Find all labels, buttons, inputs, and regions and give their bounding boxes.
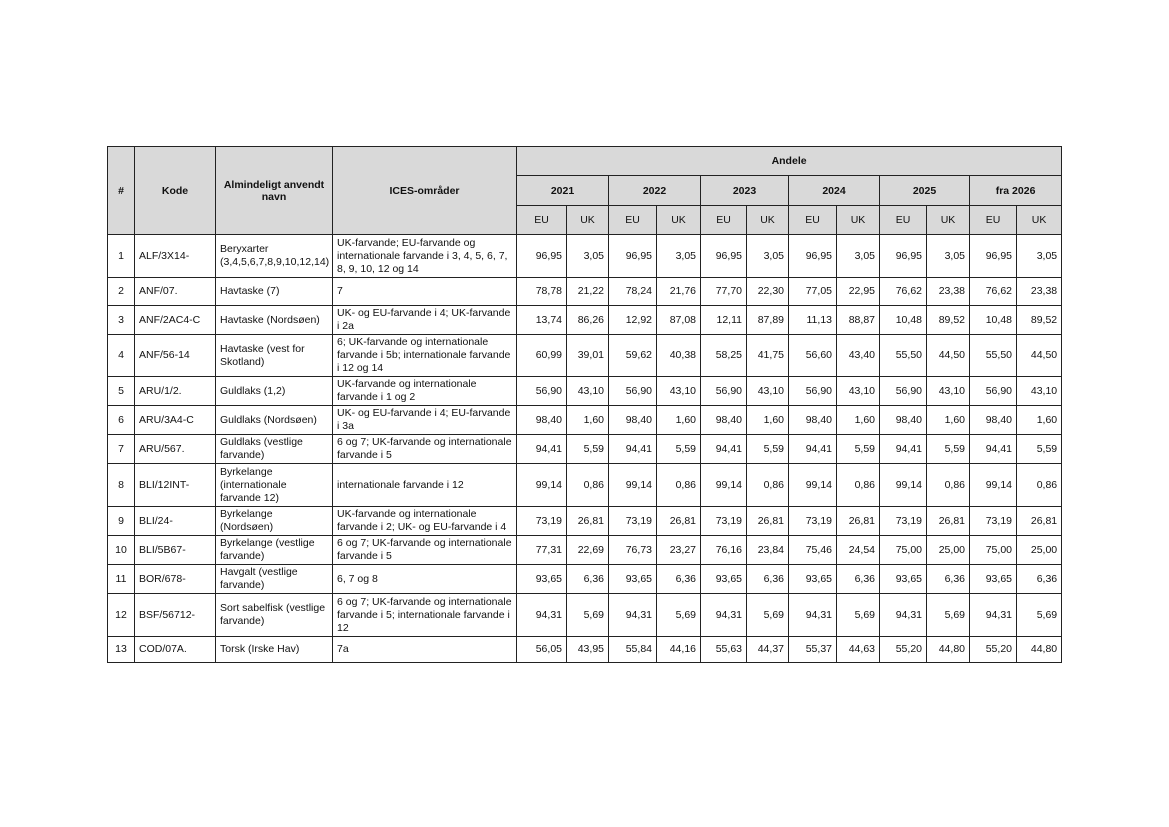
uk-share: 44,63: [837, 637, 880, 663]
common-name: Byrkelange (internationale farvande 12): [216, 464, 333, 507]
eu-share: 11,13: [789, 306, 837, 335]
uk-share: 0,86: [1017, 464, 1062, 507]
uk-share: 25,00: [927, 536, 970, 565]
ices-areas: UK-farvande og internationale farvande i 1 og 2: [333, 377, 517, 406]
row-number: 2: [108, 278, 135, 306]
eu-share: 94,41: [517, 435, 567, 464]
uk-share: 87,08: [657, 306, 701, 335]
uk-share: 0,86: [837, 464, 880, 507]
eu-share: 73,19: [609, 507, 657, 536]
eu-share: 56,90: [970, 377, 1017, 406]
eu-share: 55,20: [970, 637, 1017, 663]
eu-share: 76,62: [880, 278, 927, 306]
uk-share: 26,81: [747, 507, 789, 536]
uk-share: 23,38: [927, 278, 970, 306]
uk-share: 43,10: [1017, 377, 1062, 406]
eu-share: 75,46: [789, 536, 837, 565]
eu-share: 77,70: [701, 278, 747, 306]
table-row: [108, 565, 1062, 594]
uk-share: 3,05: [657, 235, 701, 278]
row-number: 10: [108, 536, 135, 565]
uk-share: 26,81: [657, 507, 701, 536]
eu-share: 98,40: [701, 406, 747, 435]
uk-share: 3,05: [1017, 235, 1062, 278]
header-eu: EU: [517, 206, 567, 235]
eu-share: 10,48: [880, 306, 927, 335]
common-name: Torsk (Irske Hav): [216, 637, 333, 663]
uk-share: 6,36: [927, 565, 970, 594]
eu-share: 56,90: [789, 377, 837, 406]
header-uk: UK: [747, 206, 789, 235]
eu-share: 96,95: [880, 235, 927, 278]
common-name: Sort sabelfisk (vestlige farvande): [216, 594, 333, 637]
uk-share: 6,36: [747, 565, 789, 594]
eu-share: 99,14: [517, 464, 567, 507]
header-shares: Andele: [517, 147, 1062, 176]
table-row: [108, 637, 1062, 663]
eu-share: 73,19: [970, 507, 1017, 536]
header-num: #: [108, 147, 135, 235]
eu-share: 78,24: [609, 278, 657, 306]
stock-code: BSF/56712-: [135, 594, 216, 637]
uk-share: 26,81: [837, 507, 880, 536]
uk-share: 22,30: [747, 278, 789, 306]
eu-share: 94,41: [970, 435, 1017, 464]
uk-share: 5,59: [747, 435, 789, 464]
row-number: 8: [108, 464, 135, 507]
uk-share: 5,69: [927, 594, 970, 637]
eu-share: 56,90: [517, 377, 567, 406]
uk-share: 3,05: [927, 235, 970, 278]
row-number: 4: [108, 335, 135, 377]
row-number: 11: [108, 565, 135, 594]
uk-share: 89,52: [927, 306, 970, 335]
uk-share: 0,86: [747, 464, 789, 507]
eu-share: 77,05: [789, 278, 837, 306]
eu-share: 73,19: [789, 507, 837, 536]
eu-share: 94,31: [701, 594, 747, 637]
ices-areas: UK-farvande; EU-farvande og internationale farvande i 3, 4, 5, 6, 7, 8, 9, 10, 12 og 14: [333, 235, 517, 278]
table-row: [108, 335, 1062, 377]
header-eu: EU: [609, 206, 657, 235]
uk-share: 26,81: [927, 507, 970, 536]
stock-code: BLI/24-: [135, 507, 216, 536]
eu-share: 77,31: [517, 536, 567, 565]
eu-share: 98,40: [609, 406, 657, 435]
ices-areas: 6, 7 og 8: [333, 565, 517, 594]
row-number: 9: [108, 507, 135, 536]
uk-share: 5,69: [1017, 594, 1062, 637]
eu-share: 98,40: [880, 406, 927, 435]
uk-share: 0,86: [927, 464, 970, 507]
table-row: [108, 306, 1062, 335]
ices-areas: 6 og 7; UK-farvande og internationale farvande i 5: [333, 536, 517, 565]
uk-share: 43,10: [837, 377, 880, 406]
eu-share: 99,14: [701, 464, 747, 507]
uk-share: 0,86: [657, 464, 701, 507]
header-uk: UK: [1017, 206, 1062, 235]
uk-share: 5,69: [567, 594, 609, 637]
table-row: [108, 406, 1062, 435]
eu-share: 60,99: [517, 335, 567, 377]
stock-code: BOR/678-: [135, 565, 216, 594]
common-name: Guldlaks (1,2): [216, 377, 333, 406]
uk-share: 88,87: [837, 306, 880, 335]
table-row: [108, 235, 1062, 278]
uk-share: 26,81: [1017, 507, 1062, 536]
common-name: Havtaske (Nordsøen): [216, 306, 333, 335]
eu-share: 96,95: [970, 235, 1017, 278]
eu-share: 55,50: [880, 335, 927, 377]
eu-share: 98,40: [517, 406, 567, 435]
uk-share: 6,36: [1017, 565, 1062, 594]
header-year: fra 2026: [970, 176, 1062, 206]
eu-share: 10,48: [970, 306, 1017, 335]
header-code: Kode: [135, 147, 216, 235]
common-name: Guldlaks (vestlige farvande): [216, 435, 333, 464]
uk-share: 1,60: [747, 406, 789, 435]
common-name: Havtaske (vest for Skotland): [216, 335, 333, 377]
eu-share: 56,05: [517, 637, 567, 663]
uk-share: 39,01: [567, 335, 609, 377]
row-number: 3: [108, 306, 135, 335]
uk-share: 26,81: [567, 507, 609, 536]
eu-share: 56,90: [609, 377, 657, 406]
eu-share: 76,62: [970, 278, 1017, 306]
uk-share: 43,95: [567, 637, 609, 663]
header-uk: UK: [657, 206, 701, 235]
row-number: 6: [108, 406, 135, 435]
uk-share: 44,37: [747, 637, 789, 663]
eu-share: 55,37: [789, 637, 837, 663]
eu-share: 99,14: [880, 464, 927, 507]
uk-share: 5,59: [927, 435, 970, 464]
uk-share: 1,60: [567, 406, 609, 435]
common-name: Byrkelange (Nordsøen): [216, 507, 333, 536]
uk-share: 86,26: [567, 306, 609, 335]
eu-share: 94,41: [609, 435, 657, 464]
uk-share: 5,59: [1017, 435, 1062, 464]
uk-share: 1,60: [927, 406, 970, 435]
stock-code: BLI/5B67-: [135, 536, 216, 565]
uk-share: 43,10: [567, 377, 609, 406]
eu-share: 94,31: [880, 594, 927, 637]
table-row: [108, 507, 1062, 536]
uk-share: 25,00: [1017, 536, 1062, 565]
common-name: Beryxarter (3,4,5,6,7,8,9,10,12,14): [216, 235, 333, 278]
uk-share: 23,84: [747, 536, 789, 565]
eu-share: 93,65: [701, 565, 747, 594]
uk-share: 5,59: [657, 435, 701, 464]
uk-share: 43,10: [927, 377, 970, 406]
eu-share: 55,63: [701, 637, 747, 663]
uk-share: 5,69: [747, 594, 789, 637]
ices-areas: 7a: [333, 637, 517, 663]
eu-share: 55,50: [970, 335, 1017, 377]
header-eu: EU: [701, 206, 747, 235]
stock-code: COD/07A.: [135, 637, 216, 663]
stock-code: ALF/3X14-: [135, 235, 216, 278]
uk-share: 1,60: [837, 406, 880, 435]
uk-share: 41,75: [747, 335, 789, 377]
uk-share: 44,50: [927, 335, 970, 377]
eu-share: 76,73: [609, 536, 657, 565]
eu-share: 98,40: [789, 406, 837, 435]
row-number: 1: [108, 235, 135, 278]
uk-share: 44,80: [1017, 637, 1062, 663]
header-eu: EU: [789, 206, 837, 235]
ices-areas: UK-farvande og internationale farvande i 2; UK- og EU-farvande i 4: [333, 507, 517, 536]
eu-share: 96,95: [701, 235, 747, 278]
common-name: Guldlaks (Nordsøen): [216, 406, 333, 435]
uk-share: 6,36: [657, 565, 701, 594]
eu-share: 98,40: [970, 406, 1017, 435]
eu-share: 55,84: [609, 637, 657, 663]
eu-share: 13,74: [517, 306, 567, 335]
table-row: [108, 377, 1062, 406]
stock-code: ANF/2AC4-C: [135, 306, 216, 335]
eu-share: 75,00: [880, 536, 927, 565]
eu-share: 93,65: [517, 565, 567, 594]
uk-share: 22,69: [567, 536, 609, 565]
uk-share: 5,69: [657, 594, 701, 637]
header-ices: ICES-områder: [333, 147, 517, 235]
ices-areas: 6; UK-farvande og internationale farvande i 5b; internationale farvande i 12 og 14: [333, 335, 517, 377]
stock-code: ARU/3A4-C: [135, 406, 216, 435]
row-number: 12: [108, 594, 135, 637]
common-name: Byrkelange (vestlige farvande): [216, 536, 333, 565]
uk-share: 3,05: [837, 235, 880, 278]
eu-share: 94,41: [880, 435, 927, 464]
ices-areas: 7: [333, 278, 517, 306]
ices-areas: UK- og EU-farvande i 4; UK-farvande i 2a: [333, 306, 517, 335]
table-row: [108, 435, 1062, 464]
uk-share: 5,59: [837, 435, 880, 464]
eu-share: 73,19: [517, 507, 567, 536]
allocation-table: [107, 146, 1062, 663]
eu-share: 99,14: [789, 464, 837, 507]
eu-share: 59,62: [609, 335, 657, 377]
eu-share: 76,16: [701, 536, 747, 565]
header-eu: EU: [970, 206, 1017, 235]
uk-share: 44,80: [927, 637, 970, 663]
uk-share: 5,69: [837, 594, 880, 637]
ices-areas: 6 og 7; UK-farvande og internationale farvande i 5: [333, 435, 517, 464]
uk-share: 1,60: [657, 406, 701, 435]
eu-share: 96,95: [609, 235, 657, 278]
table-row: [108, 594, 1062, 637]
common-name: Havgalt (vestlige farvande): [216, 565, 333, 594]
eu-share: 93,65: [970, 565, 1017, 594]
uk-share: 21,22: [567, 278, 609, 306]
uk-share: 3,05: [747, 235, 789, 278]
uk-share: 89,52: [1017, 306, 1062, 335]
eu-share: 93,65: [609, 565, 657, 594]
eu-share: 94,31: [789, 594, 837, 637]
eu-share: 99,14: [609, 464, 657, 507]
eu-share: 94,41: [789, 435, 837, 464]
eu-share: 73,19: [880, 507, 927, 536]
eu-share: 96,95: [789, 235, 837, 278]
eu-share: 78,78: [517, 278, 567, 306]
uk-share: 0,86: [567, 464, 609, 507]
eu-share: 94,31: [970, 594, 1017, 637]
uk-share: 6,36: [567, 565, 609, 594]
header-uk: UK: [567, 206, 609, 235]
uk-share: 21,76: [657, 278, 701, 306]
stock-code: ANF/56-14: [135, 335, 216, 377]
uk-share: 23,27: [657, 536, 701, 565]
row-number: 7: [108, 435, 135, 464]
eu-share: 96,95: [517, 235, 567, 278]
row-number: 5: [108, 377, 135, 406]
stock-code: ARU/567.: [135, 435, 216, 464]
uk-share: 1,60: [1017, 406, 1062, 435]
table-row: [108, 536, 1062, 565]
uk-share: 44,50: [1017, 335, 1062, 377]
header-uk: UK: [927, 206, 970, 235]
common-name: Havtaske (7): [216, 278, 333, 306]
eu-share: 75,00: [970, 536, 1017, 565]
eu-share: 99,14: [970, 464, 1017, 507]
eu-share: 94,41: [701, 435, 747, 464]
uk-share: 87,89: [747, 306, 789, 335]
uk-share: 40,38: [657, 335, 701, 377]
header-year: 2023: [701, 176, 789, 206]
header-name: Almindeligt anvendt navn: [216, 147, 333, 235]
uk-share: 3,05: [567, 235, 609, 278]
row-number: 13: [108, 637, 135, 663]
ices-areas: UK- og EU-farvande i 4; EU-farvande i 3a: [333, 406, 517, 435]
uk-share: 6,36: [837, 565, 880, 594]
uk-share: 24,54: [837, 536, 880, 565]
eu-share: 93,65: [789, 565, 837, 594]
header-uk: UK: [837, 206, 880, 235]
uk-share: 43,10: [747, 377, 789, 406]
uk-share: 43,10: [657, 377, 701, 406]
header-year: 2024: [789, 176, 880, 206]
ices-areas: internationale farvande i 12: [333, 464, 517, 507]
eu-share: 58,25: [701, 335, 747, 377]
ices-areas: 6 og 7; UK-farvande og internationale farvande i 5; internationale farvande i 12: [333, 594, 517, 637]
uk-share: 22,95: [837, 278, 880, 306]
eu-share: 12,11: [701, 306, 747, 335]
header-year: 2022: [609, 176, 701, 206]
eu-share: 73,19: [701, 507, 747, 536]
stock-code: ANF/07.: [135, 278, 216, 306]
eu-share: 12,92: [609, 306, 657, 335]
eu-share: 56,90: [701, 377, 747, 406]
header-year: 2025: [880, 176, 970, 206]
eu-share: 94,31: [609, 594, 657, 637]
eu-share: 94,31: [517, 594, 567, 637]
uk-share: 44,16: [657, 637, 701, 663]
stock-code: ARU/1/2.: [135, 377, 216, 406]
uk-share: 5,59: [567, 435, 609, 464]
eu-share: 56,90: [880, 377, 927, 406]
table-row: [108, 464, 1062, 507]
eu-share: 56,60: [789, 335, 837, 377]
header-eu: EU: [880, 206, 927, 235]
eu-share: 55,20: [880, 637, 927, 663]
uk-share: 23,38: [1017, 278, 1062, 306]
table-row: [108, 278, 1062, 306]
eu-share: 93,65: [880, 565, 927, 594]
uk-share: 43,40: [837, 335, 880, 377]
stock-code: BLI/12INT-: [135, 464, 216, 507]
header-year: 2021: [517, 176, 609, 206]
